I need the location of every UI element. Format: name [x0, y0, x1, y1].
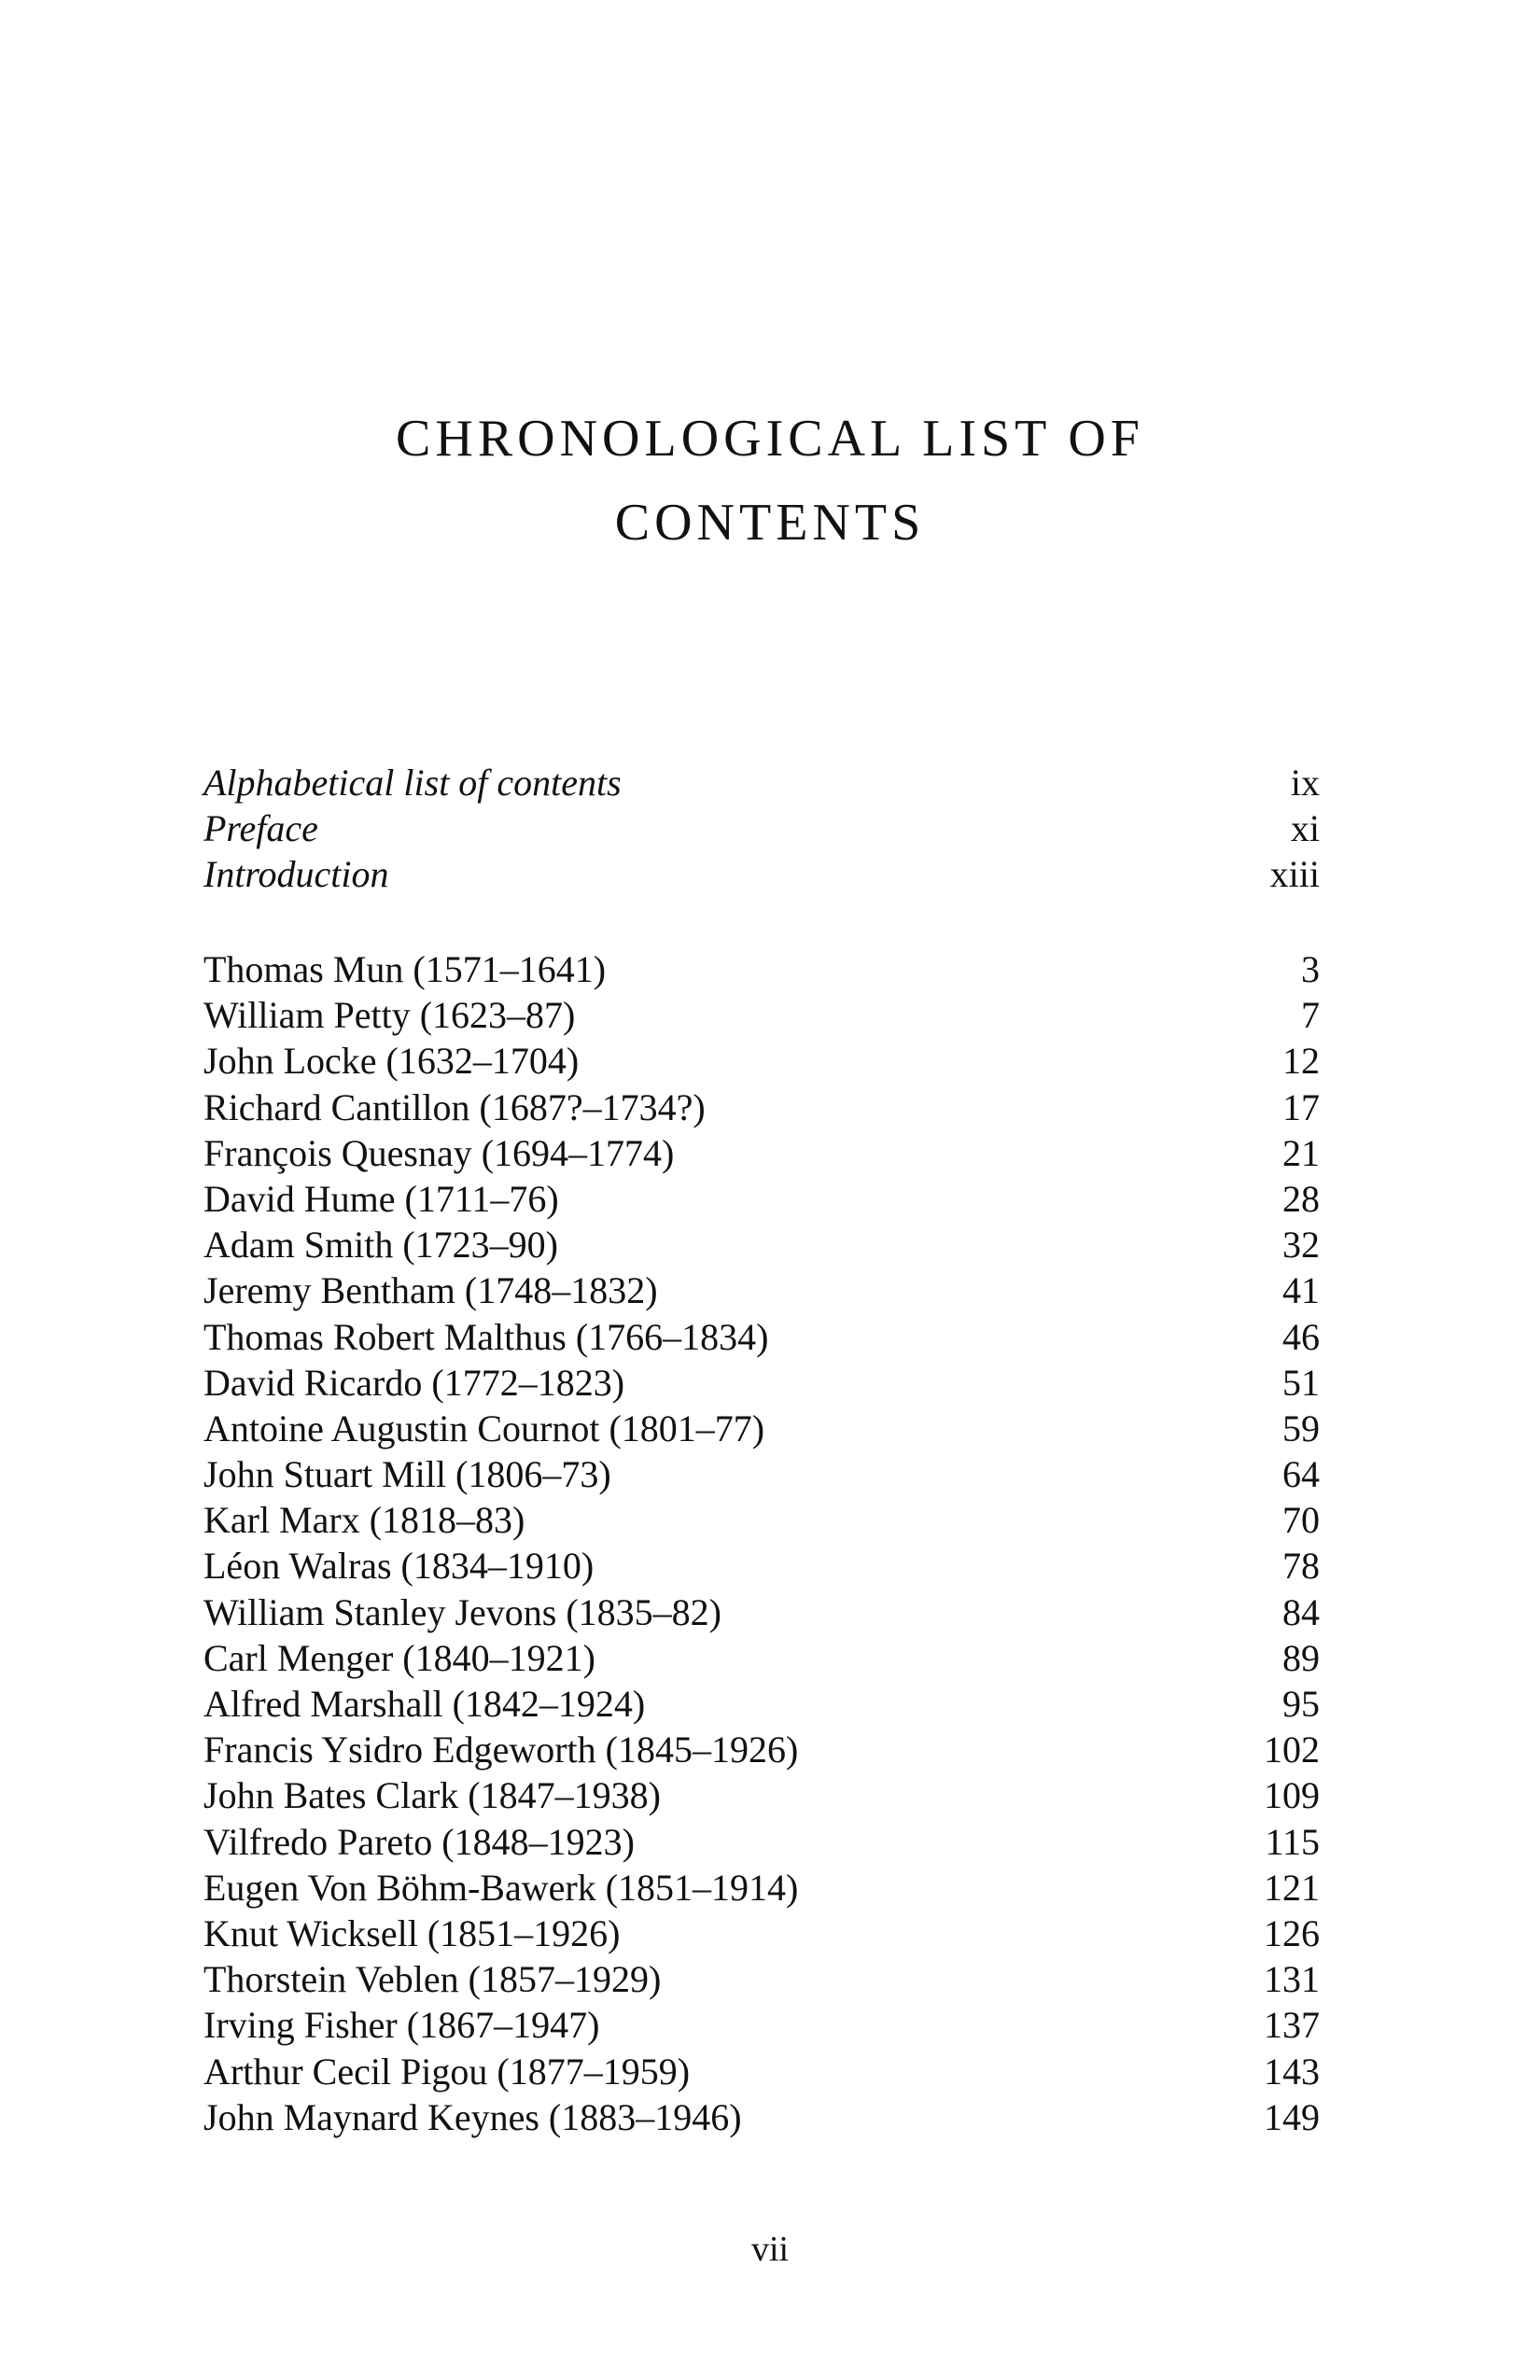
toc-entry-title: François Quesnay (1694–1774) — [203, 1131, 675, 1174]
toc-entry-title: Vilfredo Pareto (1848–1923) — [203, 1820, 635, 1863]
toc-row — [203, 1222, 1320, 1267]
toc-entry-title: Richard Cantillon (1687?–1734?) — [203, 1085, 706, 1128]
chronological-entries-list — [203, 946, 1320, 2140]
toc-entry-page: 95 — [1282, 1683, 1320, 1725]
toc-entry-title: Thorstein Veblen (1857–1929) — [203, 1958, 662, 2001]
toc-entry-title: Thomas Robert Malthus (1766–1834) — [203, 1315, 769, 1358]
toc-row — [203, 1727, 1320, 1772]
toc-row — [203, 1543, 1320, 1589]
toc-entry-page: 143 — [1264, 2050, 1320, 2093]
toc-row — [203, 1772, 1320, 1818]
toc-row — [203, 2049, 1320, 2094]
toc-entry-title: William Stanley Jevons (1835–82) — [203, 1590, 721, 1633]
toc-entry-page: 126 — [1264, 1911, 1320, 1954]
toc-row — [203, 1681, 1320, 1727]
toc-entry-title: Knut Wicksell (1851–1926) — [203, 1911, 621, 1954]
toc-row — [203, 1635, 1320, 1681]
toc-entry-page: xiii — [1269, 853, 1320, 896]
toc-entry-title: Preface — [203, 807, 318, 850]
toc-entry-page: 121 — [1264, 1866, 1320, 1909]
toc-entry-title: Arthur Cecil Pigou (1877–1959) — [203, 2050, 691, 2093]
toc-entry-page: xi — [1290, 807, 1320, 850]
front-matter-list — [203, 760, 1320, 898]
toc-entry-title: Jeremy Bentham (1748–1832) — [203, 1269, 658, 1312]
toc-row — [203, 1911, 1320, 1956]
toc-row — [203, 2002, 1320, 2048]
toc-entry-page: 41 — [1282, 1269, 1320, 1312]
page-title-line-1: CHRONOLOGICAL LIST OF — [396, 410, 1144, 468]
toc-row — [203, 1589, 1320, 1635]
toc-entry-page: 17 — [1282, 1085, 1320, 1128]
toc-row — [203, 1451, 1320, 1497]
toc-row — [203, 1038, 1320, 1084]
toc-entry-page: 70 — [1282, 1499, 1320, 1542]
toc-entry-title: John Stuart Mill (1806–73) — [203, 1453, 611, 1496]
toc-entry-page: 84 — [1282, 1590, 1320, 1633]
toc-row — [203, 1406, 1320, 1451]
toc-entry-title: Karl Marx (1818–83) — [203, 1499, 525, 1542]
toc-row — [203, 1865, 1320, 1911]
toc-entry-page: 137 — [1264, 2004, 1320, 2047]
toc-row — [203, 1497, 1320, 1543]
toc-row — [203, 1267, 1320, 1313]
toc-entry-page: 46 — [1282, 1315, 1320, 1358]
toc-row-alphabetical-list — [203, 760, 1320, 805]
toc-entry-title: Eugen Von Böhm-Bawerk (1851–1914) — [203, 1866, 799, 1909]
toc-entry-page: ix — [1290, 762, 1320, 804]
toc-entry-title: William Petty (1623–87) — [203, 994, 576, 1037]
toc-row — [203, 1314, 1320, 1360]
toc-row — [203, 2094, 1320, 2140]
toc-entry-title: Irving Fisher (1867–1947) — [203, 2004, 600, 2047]
toc-entry-title: Introduction — [203, 853, 389, 896]
toc-entry-title: Antoine Augustin Cournot (1801–77) — [203, 1407, 765, 1449]
toc-entry-page: 78 — [1282, 1545, 1320, 1588]
toc-entry-title: David Ricardo (1772–1823) — [203, 1361, 625, 1404]
toc-entry-page: 3 — [1301, 948, 1320, 990]
toc-entry-title: Alfred Marshall (1842–1924) — [203, 1683, 646, 1725]
toc-entry-page: 149 — [1264, 2095, 1320, 2138]
toc-entry-title: Thomas Mun (1571–1641) — [203, 948, 607, 990]
toc-row — [203, 1085, 1320, 1130]
toc-row — [203, 992, 1320, 1038]
toc-entry-page: 115 — [1265, 1820, 1320, 1863]
toc-entry-title: Alphabetical list of contents — [203, 762, 622, 804]
toc-entry-page: 89 — [1282, 1636, 1320, 1679]
toc-row — [203, 1819, 1320, 1865]
toc-entry-page: 64 — [1282, 1453, 1320, 1496]
toc-entry-page: 131 — [1264, 1958, 1320, 2001]
toc-entry-page: 21 — [1282, 1131, 1320, 1174]
toc-row-introduction — [203, 851, 1320, 897]
toc-entry-title: David Hume (1711–76) — [203, 1177, 559, 1220]
toc-entry-page: 51 — [1282, 1361, 1320, 1404]
toc-row — [203, 1956, 1320, 2002]
page-title-line-2: CONTENTS — [614, 494, 926, 552]
toc-entry-page: 32 — [1282, 1224, 1320, 1267]
toc-entry-title: John Bates Clark (1847–1938) — [203, 1774, 661, 1817]
toc-row — [203, 946, 1320, 992]
toc-entry-page: 59 — [1282, 1407, 1320, 1449]
toc-entry-page: 28 — [1282, 1177, 1320, 1220]
page-title — [205, 397, 1335, 565]
toc-entry-title: Adam Smith (1723–90) — [203, 1224, 558, 1267]
toc-row-preface — [203, 805, 1320, 851]
toc-entry-page: 12 — [1282, 1040, 1320, 1083]
toc-entry-title: John Locke (1632–1704) — [203, 1040, 580, 1083]
page-number: vii — [750, 2230, 790, 2269]
toc-row — [203, 1130, 1320, 1176]
toc-entry-title: Francis Ysidro Edgeworth (1845–1926) — [203, 1729, 799, 1771]
toc-entry-page: 102 — [1264, 1729, 1320, 1771]
toc-entry-page: 109 — [1264, 1774, 1320, 1817]
toc-entry-title: John Maynard Keynes (1883–1946) — [203, 2095, 742, 2138]
toc-row — [203, 1360, 1320, 1406]
toc-entry-page: 7 — [1301, 994, 1320, 1037]
toc-entry-title: Carl Menger (1840–1921) — [203, 1636, 595, 1679]
toc-entry-title: Léon Walras (1834–1910) — [203, 1545, 595, 1588]
toc-row — [203, 1176, 1320, 1222]
